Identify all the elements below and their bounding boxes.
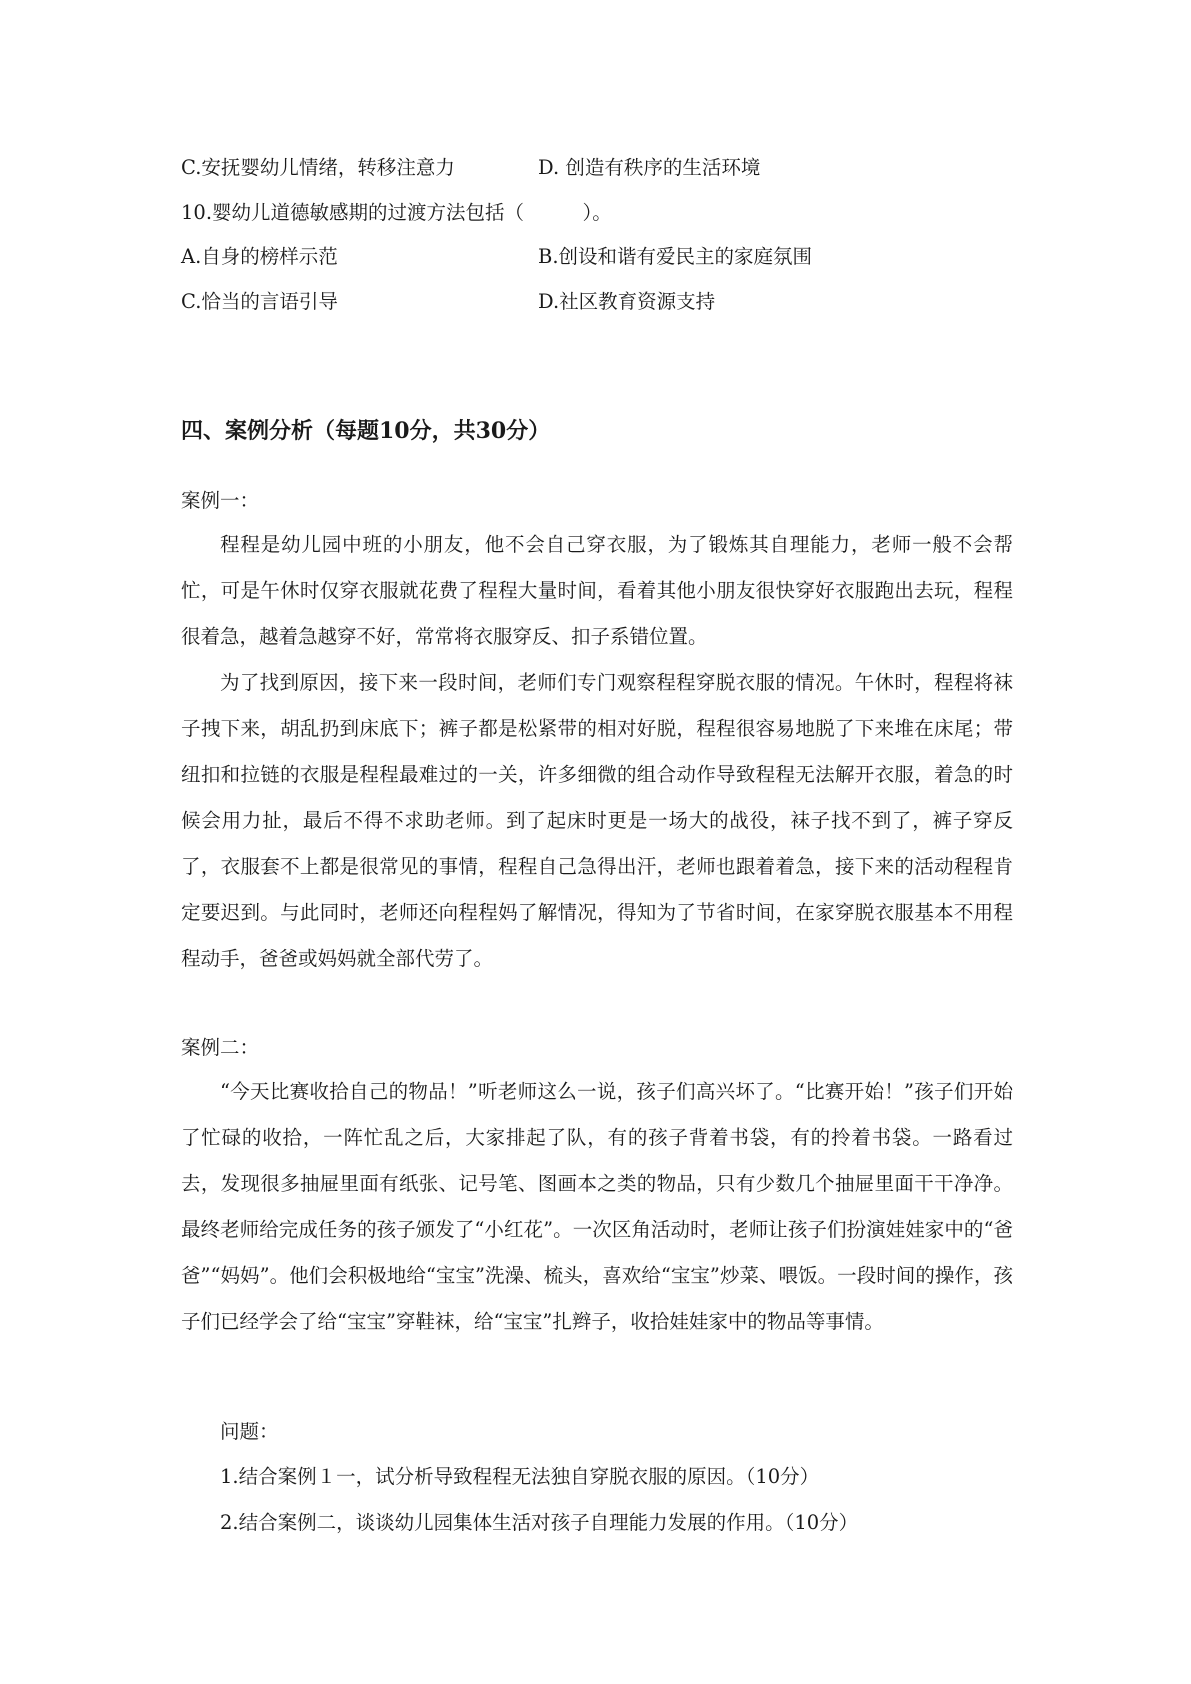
case2-label: 案例二： (181, 1036, 260, 1059)
question-1: 1.结合案例１一，试分析导致程程无法独自穿脱衣服的原因。（10分） (220, 1465, 820, 1488)
case1-paragraph-2: 为了找到原因，接下来一段时间，老师们专门观察程程穿脱衣服的情况。午休时，程程将袜子拽下来，胡乱扔到床底下；裤子都是松紧带的相对好脱，程程很容易地脱了下来堆在床尾；带纽扣和拉链的衣服是程程最难过的一关，许多细微的组合动作导致程程无法解开衣服，着急的时候会用力扯，最后不得不求助老师。到了起床时更是一场大的战役，袜子找不到了，裤子穿反了，衣服套不上都是很常见的事情，程程自己急得出汗，老师也跟着着急，接下来的活动程程肯定要迟到。与此同时，老师还向程程妈了解情况，得知为了节省时间，在家穿脱衣服基本不用程程动手，爸爸或妈妈就全部代劳了。 (181, 671, 1013, 970)
option-9c: C.安抚婴幼儿情绪，转移注意力 (181, 156, 455, 179)
option-10a: A.自身的榜样示范 (181, 245, 338, 268)
option-9d: D. 创造有秩序的生活环境 (538, 156, 761, 179)
case2-paragraph-1: “今天比赛收拾自己的物品！”听老师这么一说，孩子们高兴坏了。“比赛开始！”孩子们开始了忙碌的收拾，一阵忙乱之后，大家排起了队，有的孩子背着书袋，有的拎着书袋。一路看过去，发现很多抽屉里面有纸张、记号笔、图画本之类的物品，只有少数几个抽屉里面干干净净。最终老师给完成任务的孩子颁发了“小红花”。一次区角活动时，老师让孩子们扮演娃娃家中的“爸爸”“妈妈”。他们会积极地给“宝宝”洗澡、梳头，喜欢给“宝宝”炒菜、喂饭。一段时间的操作，孩子们已经学会了给“宝宝”穿鞋袜，给“宝宝”扎辫子，收拾娃娃家中的物品等事情。 (181, 1080, 1013, 1333)
option-10c: C.恰当的言语引导 (181, 290, 338, 313)
section-heading: 四、案例分析（每题10分，共30分） (181, 418, 551, 444)
case1-label: 案例一： (181, 489, 260, 512)
option-10d: D.社区教育资源支持 (538, 290, 716, 313)
case1-paragraph-1: 程程是幼儿园中班的小朋友，他不会自己穿衣服，为了锻炼其自理能力，老师一般不会帮忙，可是午休时仅穿衣服就花费了程程大量时间，看着其他小朋友很快穿好衣服跑出去玩，程程很着急，越着急越穿不好，常常将衣服穿反、扣子系错位置。 (181, 533, 1013, 648)
option-10b: B.创设和谐有爱民主的家庭氛围 (538, 245, 813, 268)
questions-label: 问题： (220, 1420, 279, 1443)
question-2: 2.结合案例二，谈谈幼儿园集体生活对孩子自理能力发展的作用。（10分） (220, 1511, 859, 1534)
question-10-stem: 10.婴幼儿道德敏感期的过渡方法包括（ ）。 (181, 201, 612, 224)
